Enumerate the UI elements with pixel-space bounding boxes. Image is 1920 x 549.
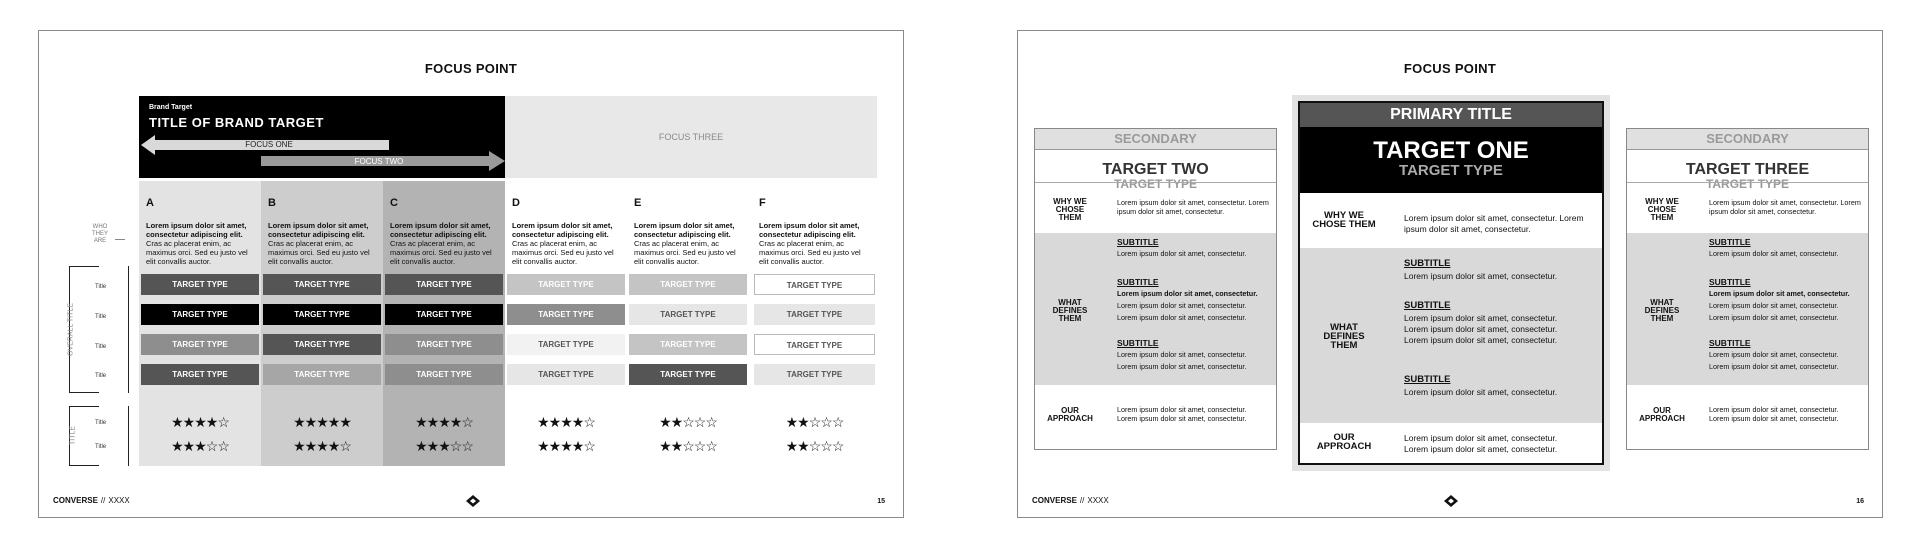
why-text: Lorem ipsum dolor sit amet, consectetur. Lorem ipsum dolor sit amet, consectetur. [1709,198,1861,216]
row-label: Title [95,314,107,320]
what-label: WHAT DEFINES THEM [1052,298,1088,323]
star-rating: ★★☆☆☆ [785,438,844,454]
converse-logo-icon [466,495,480,507]
column-letter: F [759,197,766,209]
target-type-cell: TARGET TYPE [385,334,503,355]
column-description: Lorem ipsum dolor sit amet, consectetur adipiscing elit. Cras ac placerat enim, ac maximus orci. Sed eu justo vel elit convallis auctor. [146,221,248,266]
column-d [505,181,627,266]
column-letter: E [634,197,642,209]
column-f [752,181,877,266]
slide-left [38,30,904,518]
rating-column-e [627,415,749,465]
brand-target-title: TITLE OF BRAND TARGET [149,115,324,130]
footer-brand: CONVERSE // XXXX [53,496,130,505]
approach-label: OUR APPROACH [1639,406,1685,423]
target-type-cell: TARGET TYPE [141,274,259,295]
column-letter: A [146,197,154,209]
primary-title: TARGET ONE [1373,137,1529,164]
target-type-cell: TARGET TYPE [263,364,381,385]
column-letter: C [390,197,398,209]
row-label: Title [95,444,107,450]
focus-two-label: FOCUS TWO [354,157,404,166]
defines-group-1: SUBTITLE Lorem ipsum dolor sit amet, consectetur. [1404,258,1558,281]
primary-card [1298,101,1604,465]
rating-column-d [505,415,627,465]
rating-column-f [752,415,877,465]
secondary-card-left [1034,128,1277,450]
column-description: Lorem ipsum dolor sit amet, consectetur adipiscing elit. Cras ac placerat enim, ac maximus orci. Sed eu justo vel elit convallis auctor. [512,221,614,266]
defines-group-2: SUBTITLE Lorem ipsum dolor sit amet, consectetur. Lorem ipsum dolor sit amet, consectetur. Lorem ipsum dolor sit amet, consectetur. [1117,277,1258,322]
target-type-cell: TARGET TYPE [263,334,381,355]
card-subtitle: TARGET TYPE [1113,177,1198,191]
star-rating: ★★★☆☆ [171,438,229,454]
focus-one-label: FOCUS ONE [245,140,293,149]
row-label: Title [95,344,107,350]
defines-group-1: SUBTITLE Lorem ipsum dolor sit amet, consectetur. [1117,237,1247,258]
defines-group-2: SUBTITLE Lorem ipsum dolor sit amet, consectetur. Lorem ipsum dolor sit amet, consectetur. Lorem ipsum dolor sit amet, consectetur. [1709,277,1850,322]
converse-logo-icon [1444,495,1458,507]
why-text: Lorem ipsum dolor sit amet, consectetur. Lorem ipsum dolor sit amet, consectetur. [1404,213,1584,234]
approach-text: Lorem ipsum dolor sit amet, consectetur. Lorem ipsum dolor sit amet, consectetur. [1709,405,1839,423]
star-rating: ★★☆☆☆ [659,438,717,454]
target-type-cell: TARGET TYPE [629,334,747,355]
divider [1627,182,1868,183]
star-rating: ★★★★★ [293,414,351,430]
star-rating: ★★★★☆ [537,414,595,430]
target-type-cell: TARGET TYPE [385,364,503,385]
title-bracket-right [99,406,129,466]
defines-group-1: SUBTITLE Lorem ipsum dolor sit amet, consectetur. [1709,237,1839,258]
target-type-cell: TARGET TYPE [263,304,381,325]
row-label: Title [95,284,107,290]
side-label-overall: OVERALL TITLE [67,303,75,356]
column-description: Lorem ipsum dolor sit amet, consectetur adipiscing elit. Cras ac placerat enim, ac maximus orci. Sed eu justo vel elit convallis auctor. [268,221,370,266]
rating-column-a [139,415,261,465]
page-number: 16 [1856,498,1864,505]
target-type-cell: TARGET TYPE [141,334,259,355]
rating-column-c [383,415,505,465]
column-letter: D [512,197,520,209]
divider [1035,182,1276,183]
star-rating: ★★☆☆☆ [659,414,717,430]
secondary-card-right [1626,128,1869,450]
target-type-cell: TARGET TYPE [629,274,747,295]
footer-brand: CONVERSE // XXXX [1032,496,1109,505]
target-type-cell: TARGET TYPE [629,364,747,385]
column-e [627,181,749,266]
what-label: WHAT DEFINES THEM [1323,322,1365,351]
column-letter: B [268,197,276,209]
target-type-cell: TARGET TYPE [385,274,503,295]
star-rating: ★★★★☆ [293,438,351,454]
primary-subtitle: TARGET TYPE [1399,162,1503,179]
star-rating: ★★☆☆☆ [785,414,844,430]
why-text: Lorem ipsum dolor sit amet, consectetur. Lorem ipsum dolor sit amet, consectetur. [1117,198,1269,216]
why-label: WHY WE CHOSE THEM [1312,210,1376,230]
brand-target-label: Brand Target [149,104,193,111]
approach-label: OUR APPROACH [1047,406,1093,423]
target-type-cell: TARGET TYPE [507,304,625,325]
target-type-cell: TARGET TYPE [754,274,875,295]
target-type-cell: TARGET TYPE [754,364,875,385]
column-description: Lorem ipsum dolor sit amet, consectetur adipiscing elit. Cras ac placerat enim, ac maximus orci. Sed eu justo vel elit convallis auctor. [634,221,736,266]
why-label: WHY WE CHOSE THEM [1645,197,1679,222]
star-rating: ★★★★☆ [537,438,595,454]
target-type-cell: TARGET TYPE [263,274,381,295]
side-label-who: WHO THEY ARE [91,224,108,244]
target-type-cell: TARGET TYPE [629,304,747,325]
card-header: SECONDARY [1035,129,1276,150]
column-a [139,181,261,266]
slide-title: FOCUS POINT [424,61,518,76]
slide-right [1017,30,1883,518]
defines-group-3: SUBTITLE Lorem ipsum dolor sit amet, consectetur. Lorem ipsum dolor sit amet, consectetur. [1117,338,1247,371]
column-description: Lorem ipsum dolor sit amet, consectetur adipiscing elit. Cras ac placerat enim, ac maximus orci. Sed eu justo vel elit convallis auctor. [390,221,492,266]
rating-column-b [261,415,383,465]
what-label: WHAT DEFINES THEM [1644,298,1680,323]
focus-three-box [505,96,877,178]
target-type-cell: TARGET TYPE [141,364,259,385]
card-title: TARGET TWO [1102,161,1209,178]
card-subtitle: TARGET TYPE [1705,177,1790,191]
target-type-cell: TARGET TYPE [507,364,625,385]
column-b [261,181,383,266]
defines-group-3: SUBTITLE Lorem ipsum dolor sit amet, consectetur. Lorem ipsum dolor sit amet, consectetur. [1709,338,1839,371]
column-c [383,181,505,266]
row-label: Title [95,420,107,426]
approach-label: OUR APPROACH [1316,432,1372,452]
star-rating: ★★★★☆ [415,414,473,430]
row-label: Title [95,373,107,379]
page-number: 15 [877,498,885,505]
approach-text: Lorem ipsum dolor sit amet, consectetur. Lorem ipsum dolor sit amet, consectetur. [1404,433,1558,454]
primary-title-block [1300,127,1602,193]
card-header: SECONDARY [1627,129,1868,150]
target-type-cell: TARGET TYPE [507,274,625,295]
defines-group-2: SUBTITLE Lorem ipsum dolor sit amet, consectetur. Lorem ipsum dolor sit amet, consectetur. Lorem ipsum dolor sit amet, consectetur. [1404,300,1558,345]
target-type-cell: TARGET TYPE [507,334,625,355]
column-description: Lorem ipsum dolor sit amet, consectetur adipiscing elit. Cras ac placerat enim, ac maximus orci. Sed eu justo vel elit convallis auctor. [759,221,861,266]
primary-header: PRIMARY TITLE [1300,103,1602,127]
why-label: WHY WE CHOSE THEM [1053,197,1087,222]
focus-three-label: FOCUS THREE [658,132,724,142]
target-type-cell: TARGET TYPE [385,304,503,325]
slide-title: FOCUS POINT [1403,61,1497,76]
star-rating: ★★★☆☆ [415,438,473,454]
target-type-cell: TARGET TYPE [141,304,259,325]
target-type-cell: TARGET TYPE [754,334,875,355]
approach-text: Lorem ipsum dolor sit amet, consectetur. Lorem ipsum dolor sit amet, consectetur. [1117,405,1247,423]
target-type-cell: TARGET TYPE [754,304,875,325]
card-title: TARGET THREE [1685,161,1810,178]
side-tick [115,239,125,240]
defines-group-3: SUBTITLE Lorem ipsum dolor sit amet, consectetur. [1404,374,1558,397]
side-label-title: TITLE [69,425,77,446]
star-rating: ★★★★☆ [171,414,229,430]
